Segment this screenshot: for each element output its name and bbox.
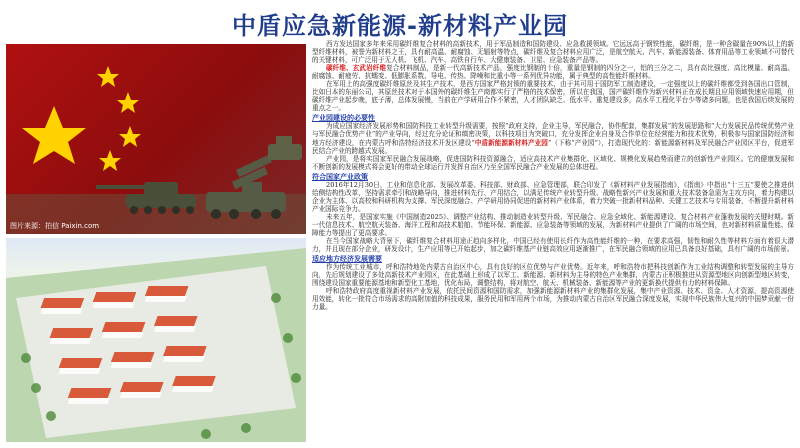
page-title: 中盾应急新能源-新材料产业园 <box>232 12 568 40</box>
paragraph <box>312 213 794 237</box>
big-star-icon <box>22 106 86 164</box>
paragraph-text: 在军用上的高强度碳纤维原丝及其生产技术，是西方国家严格封锁的重要技术，由于其可用于国防军工制造建设，一定强度以上的碳纤维都受到各国出口管制，比如日本的东丽公司，其原丝技术对于本国外的碳纤维生产商都实行了严格的技术保密，所以在我国，国产碳纤维作为新兴材料正在成长期且应用领域快速应用期，但碳纤维产业起步晚，底子薄，总体发展慢，当前在产学研用合作不紧密，人才团队缺乏、低水平、重复建设多，高水平工程化平台少等诸多问题，也是我国后续发展的重点之一。 <box>312 80 794 113</box>
paragraph-text: 作为传统工业城市，呼和浩特地处内蒙古自治区中心，具有良好的区位优势与产业优势。近年来，呼和浩特市把科技创新作为工业结构调整和转型发展的主导方向，先后规划建设了多处高新技术产业园区，在此基础上形成了以军工、新能源、新材料为主导的特色产业集群，内蒙古正积极推进从资源型地区向创新型地区转变，围绕建设国家重要能源基地和新型化工基地，优化布局，调整结构，将对航空、航天、机械装备、新能源等产业的更新换代提供有力的材料保障。 <box>312 263 794 288</box>
image-caption: 图片来源：拍信 Paixin.com <box>10 222 100 230</box>
small-star-icon <box>97 66 119 87</box>
flag-and-vehicles-graphic <box>6 44 306 234</box>
article-body <box>312 40 794 444</box>
paragraph <box>312 263 794 287</box>
missile-launcher-graphic <box>206 155 286 219</box>
section-heading: 产业园建设的必要性 <box>312 113 375 123</box>
paragraph <box>312 237 794 253</box>
military-vehicles-photo <box>6 44 306 234</box>
small-star-icon <box>117 92 139 113</box>
paragraph <box>312 287 794 311</box>
paragraph-text: 2016年12月30日，工业和信息化部、发展改革委、科技部、财政部、应急管理部，联合印发了《新材料产业发展指南》，《指南》中指出“十三五”要使之推进供给侧结构性改革，坚持需求牵引和战略导向，推进材料先行、产用结合，以满足传统产业转型升级、战略性新兴产业发展和重大技术装备急需为主攻方向，着力构建以企业为主体、以高校和科研机构为支撑、军民深度融合、产学研用协同促进的新材料产业体系，着力突破一批新材料品种、关键工艺技术与专用装备，不断提升新材料产业国际竞争力。 <box>312 180 794 213</box>
paragraph-text: 西方发达国家多年来采用碳纤维复合材料的高新技术，用于军品制造和国防建设、应急救援领域。它远远高于钢铁性能，碳纤维，是一种含碳量在90%以上的新型纤维材料，被誉为新材料之王，具有耐高温、耐腐蚀、无辐射等特点，碳纤维及复合材料应用广泛，是航空航天、汽车、新能源装备、体育用品等工业领域不可替代的关键材料，可广泛用于无人机、飞机、汽车、高铁自行车、大健康装备、卫星、应急装备产品等。 <box>312 40 794 65</box>
section-heading: 适应地方经济发展需要 <box>312 254 382 264</box>
section-heading: 符合国家产业政策 <box>312 171 368 181</box>
paragraph-text: 在当今国家战略大背景下，碳纤维复合材料用途正趋向多样化，中国已经有使用长纤作为高性能纤维的一种，在要求高强，韧性和耐久性等材料方面有着很大潜力，并且现在部分企业，研发设计，生产应用等已开始起步，加之碳纤维基产业链高效应用逐渐推广，在军民融合领域的应用已具备良好基础，具有广阔的市场前景。 <box>312 237 794 254</box>
paragraph-text: 为成应国家经济发展形势和国防科技工业转型升级需要，按照“政府支持，企业主导，军民融合，协作配套，集群发展”的发展思路和“大力发展民品传统优势产业与军民融合优势产业”的产业导向，经过充分论证和缜密决策，以科技项目为突破口，充分发挥企业自身及合作单位在经营能力和技术优势，积极参与国家国防经济和地方经济建设，在内蒙古呼和浩特经济技术开发区建设“ <box>312 122 794 147</box>
paragraph <box>312 80 794 112</box>
park-rendering-graphic <box>6 238 306 442</box>
paragraph <box>312 181 794 213</box>
highlighted-text: 中盾新能源新材料产业园 <box>474 138 548 147</box>
paragraph-text: 未来五年，是国家实施《中国制造2025》、调整产业结构、推动制造业转型升级、军民融合、应急全域化、新能源建设、复合材料产业蓬勃发展的关键时期。新一代信息技术、航空航天装备、海洋工程和高技术船舶、节能环保、新能源、应急装备等领域的发展，为新材料产业提供了广阔的市场空间，也对新材料质量性能、保障能力等提出了更高要求。 <box>312 212 794 237</box>
paragraph <box>312 40 794 64</box>
paragraph-text: 呼和浩特政府高度重视新材料产业发展，依托民间资源和国防需求，加强新能源新材料产业的集群化发展，集中产业资源、技术、资金、人才资源，提高资源使用效能，转化一批符合市场需求的高附加值的科技成果，服务民用和军用两个市场，为推动内蒙古自治区军民融合深度发展，实现中华民族伟大复兴的中国梦贡献一份力量。 <box>312 287 794 312</box>
industrial-park-rendering <box>6 238 306 442</box>
paragraph-text: 产业园，是将实国家军民融合发展战略，促进国防科技资源融合，适应高技术产业集群化、区域化、规模化发展趋势而建立的创新性产业园区。它的健康发展和不断创新的发展模式将会更好的带动全球运行并发挥自治区乃至全国军民融合产业发展的总体进程。 <box>312 154 794 171</box>
armored-vehicle-graphic <box>268 136 302 160</box>
paragraph <box>312 122 794 154</box>
paragraph-text: 复合材料制品，是新一代高新技术产品，强度比钢制的十倍，重量是钢制的四分之一，铝的三分之二，具有高比强度、高比模量、耐高温、耐腐蚀、耐疲劳、抗蠕变、低膨胀系数、导电、传热、降噪和比重小等一系列优异功能，属于典型的高性能纤维材料。 <box>312 64 794 81</box>
paragraph-text: ”（下称“产业园”），打造现代化的：新能源新材料及军民融合产业园区平台，促进军民结合产业的跨越式发展。 <box>312 138 794 155</box>
highlighted-text: 碳纤维、玄武岩纤维 <box>326 64 387 73</box>
small-star-icon <box>99 150 121 171</box>
small-star-icon <box>119 126 141 147</box>
paragraph <box>312 155 794 171</box>
paragraph <box>312 64 794 80</box>
